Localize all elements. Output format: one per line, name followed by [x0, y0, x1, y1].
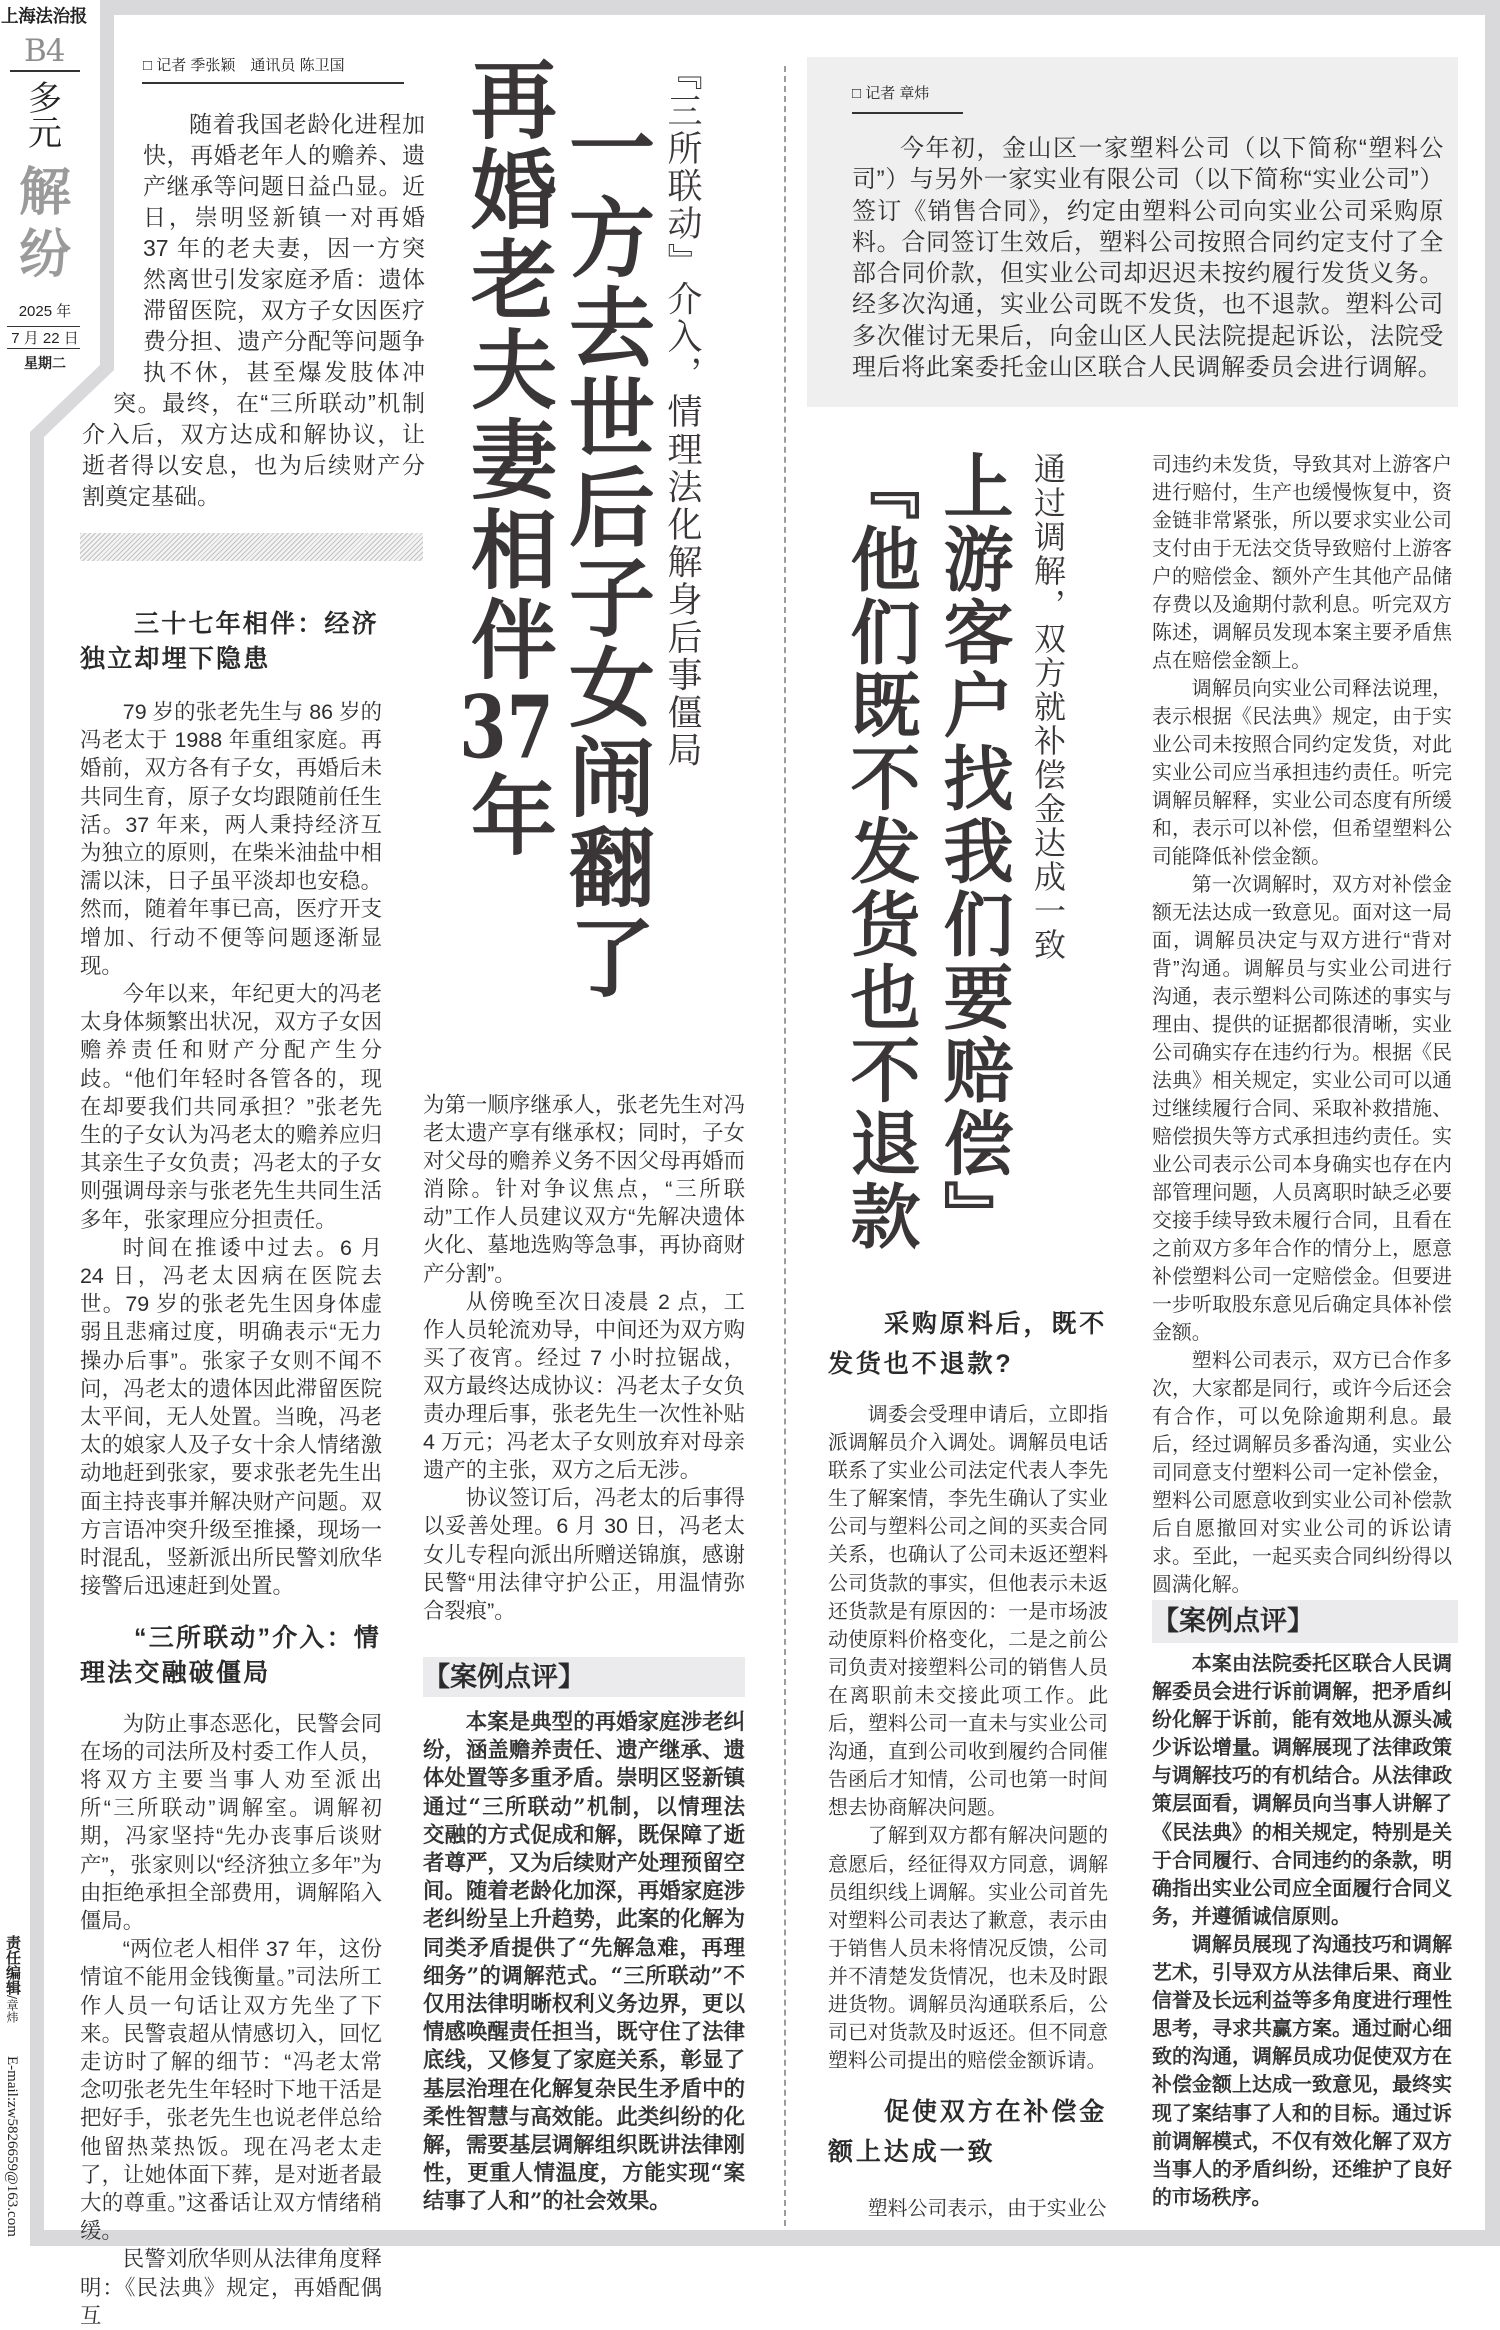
paragraph: 塑料公司表示，双方已合作多次，大家都是同行，或许今后还会有合作，可以免除逾期利息。最后，经过调解员多番沟通，实业公司同意支付塑料公司一定补偿金，塑料公司愿意收到实业公司补偿款后自愿撤回对实业公司的诉讼请求。至此，一起买卖合同纠纷得以圆满化解。	[1152, 1350, 1452, 1596]
paragraph: 调解员向实业公司释法说理，表示根据《民法典》规定，由于实业公司未按照合同约定发货，对此实业公司应当承担违约责任。听完调解员解释，实业公司态度有所缓和，表示可以补偿，但希望塑料公司能降低补偿金额。	[1152, 678, 1452, 868]
section-title-char: 元	[28, 115, 62, 153]
commentary-body	[423, 1709, 745, 2217]
headline-line-1: 『他们既不发货也不退款	[839, 450, 922, 1253]
paragraph: “两位老人相伴 37 年，这份情谊不能用金钱衡量。”司法所工作人员一句话让双方先坐了下来。民警袁超从情感切入，回忆走访时了解的细节：“冯老太常念叨张老先生年轻时下地干活是把好手，张老先生也说老伴总给他留热菜热饭。现在冯老太走了，让她体面下葬，是对逝者最大的尊重。”这番话让双方情绪稍缓。	[80, 1937, 382, 2244]
date-divider	[7, 348, 80, 349]
lead-paragraph-right	[852, 133, 1444, 383]
paragraph: 调委会受理申请后，立即指派调解员介入调处。调解员电话联系了实业公司法定代表人李先生了解案情，李先生确认了实业公司与塑料公司之间的买卖合同关系，也确认了公司未返还塑料公司货款的事实，但他表示未返还货款是有原因的：一是市场波动使原料价格变化，二是之前公司负责对接塑料公司的销售人员在离职前未交接此项工作。此后，塑料公司一直未与实业公司沟通，直到公司收到履约合同催告函后才知情，公司也第一时间想去协商解决问题。	[828, 1404, 1108, 1820]
paragraph: 了解到双方都有解决问题的意愿后，经征得双方同意，调解员组织线上调解。实业公司首先对塑料公司表达了歉意，表示由于销售人员未将情况反馈，公司并不清楚发货情况，也未及时跟进货物。调解员沟通联系后，公司已对货款及时返还。但不同意塑料公司提出的赔偿金额诉请。	[828, 1825, 1108, 2073]
commentary-paragraph: 本案是典型的再婚家庭涉老纠纷，涵盖赡养责任、遗产继承、遗体处置等多重矛盾。崇明区竖新镇通过“三所联动”机制，以情理法交融的方式促成和解，既保障了逝者尊严，又为后续财产处理预留空间。随着老龄化加深，再婚家庭涉老纠纷呈上升趋势，此案的化解为同类矛盾提供了“先解急难，再理细务”的调解范式。“三所联动”不仅用法律明晰权利义务边界，更以情感唤醒责任担当，既守住了法律底线，又修复了家庭关系，彰显了基层治理在化解复杂民生矛盾中的柔性智慧与高效能。此类纠纷的化解，需要基层调解组织既讲法律刚性，更重人情温度，方能实现“案结事了人和”的社会效果。	[423, 1710, 745, 2215]
column-divider-dashed	[784, 66, 786, 2226]
lead-text: 今年初，金山区一家塑料公司（以下简称“塑料公司”）与另外一家实业有限公司（以下简称“实业公司”）签订《销售合同》，约定由塑料公司向实业公司采购原料。合同签订生效后，塑料公司按照合同约定支付了全部合同价款，但实业公司却迟迟未按约履行发货义务。经多次沟通，实业公司既不发货，也不退款。塑料公司多次催讨无果后，向金山区人民法院提起诉讼，法院受理后将此案委托金山区联合人民调解委员会进行调解。	[852, 135, 1444, 382]
section-title-char: 解	[18, 162, 71, 223]
case-commentary-left	[423, 1657, 745, 2217]
masthead-divider	[10, 70, 80, 72]
issue-weekday: 星期二	[24, 355, 66, 371]
headline-line-2: 一方去世后子女闹翻了	[554, 103, 655, 1003]
issue-year: 2025 年	[18, 303, 72, 320]
case-commentary-right	[1152, 1600, 1458, 2211]
paragraph-continued: 为第一顺序继承人，张老先生对冯老太遗产享有继承权；同时，子女对父母的赡养义务不因父母再婚而消除。针对争议焦点，“三所联动”工作人员建议双方“先解决遗体火化、墓地选购等急事，再协商财产分割”。	[423, 1093, 745, 1286]
section-title-duoyuan	[0, 82, 90, 152]
paragraph: 为防止事态恶化，民警会同在场的司法所及村委工作人员，将双方主要当事人劝至派出所“三所联动”调解室。调解初期，冯家坚持“先办丧事后谈财产”，张家则以“经济独立多年”为由拒绝承担全部费用，调解陷入僵局。	[80, 1711, 382, 1933]
byline-left: □ 记者 季张颖 通讯员 陈卫国	[143, 57, 345, 74]
byline-rule	[852, 112, 963, 114]
paragraph: 民警刘欣华则从法律角度释明：《民法典》规定，再婚配偶互	[80, 2247, 382, 2328]
byline-rule	[142, 82, 404, 84]
section-heading: 促使双方在补偿金额上达成一致	[828, 2098, 1108, 2167]
paragraph: 协议签订后，冯老太的后事得以妥善处理。6 月 30 日，冯老太女儿专程向派出所赠送锦旗，感谢民警“用法律守护公正，用温情弥合裂痕”。	[423, 1486, 745, 1623]
headline-line-2: 上游客户找我们要赔偿』	[932, 450, 1015, 1253]
paragraph: 第一次调解时，双方对补偿金额无法达成一致意见。面对这一局面，调解员决定与双方进行“背对背”沟通。调解员与实业公司进行沟通，表示塑料公司陈述的事实与理由、提供的证据都很清晰，实业公司确实存在违约行为。根据《民法典》相关规定，实业公司可以通过继续履行合同、采取补救措施、赔偿损失等方式承担违约责任。实业公司表示公司本身确实也存在内部管理问题，人员离职时缺乏必要交接手续导致未履行合同，且看在之前双方多年合作的情分上，愿意补偿塑料公司一定赔偿金。但要进一步听取股东意见后确定具体补偿金额。	[1152, 874, 1452, 1344]
section-heading: 采购原料后，既不发货也不退款?	[828, 1310, 1108, 1378]
left-article-column-1	[80, 607, 382, 2330]
right-article-column-2	[1152, 451, 1452, 1599]
editor-email: E-mail:zw5826659@163.com	[4, 2056, 20, 2237]
hatched-divider	[80, 533, 423, 561]
paragraph: 塑料公司表示，由于实业公	[867, 2198, 1107, 2221]
commentary-paragraph: 本案由法院委托区联合人民调解委员会进行诉前调解，把矛盾纠纷化解于诉前，能有效地从源头减少诉讼增量。调解展现了法律政策与调解技巧的有机结合。从法律政策层面看，调解员向当事人讲解了《民法典》的相关规定，特别是关于合同履行、合同违约的条款，明确指出实业公司应全面履行合同义务，并遵循诚信原则。	[1152, 1651, 1452, 1928]
paragraph-continued: 司违约未发货，导致其对上游客户进行赔付，生产也缓慢恢复中，资金链非常紧张，所以要求实业公司支付由于无法交货导致赔付上游客户的赔偿金、额外产生其他产品储存费以及逾期付款利息。听完双方陈述，调解员发现本案主要矛盾焦点在赔偿金额上。	[1152, 454, 1452, 672]
date-divider	[7, 326, 80, 327]
paragraph: 今年以来，年纪更大的冯老太身体频繁出状况，双方子女因赡养责任和财产分配产生分歧。“他们年轻时各管各的，现在却要我们共同承担？”张老先生的子女认为冯老太的赡养应归其亲生子女负责；冯老太的子女则强调母亲与张老先生共同生活多年，张家理应分担责任。	[80, 982, 382, 1232]
byline-right: □ 记者 章炜	[852, 85, 930, 102]
wrap-spacer	[82, 109, 143, 388]
paragraph: 79 岁的张老先生与 86 岁的冯老太于 1988 年重组家庭。再婚前，双方各有子女，再婚后未共同生育，原子女均跟随前任生活。37 年来，两人秉持经济互为独立的原则，在柴米油盐中相濡以沫，日子虽平淡却也安稳。然而，随着年事已高，医疗开支增加、行动不便等问题逐渐显现。	[80, 700, 382, 978]
headline-subtitle: 通过调解，双方就补偿金达成一致	[1029, 452, 1067, 962]
page-number: B4	[24, 33, 65, 69]
section-heading: “三所联动”介入：情理法交融破僵局	[80, 1623, 382, 1687]
upright-number: 37	[459, 685, 554, 771]
wrap-spacer	[82, 388, 113, 419]
headline-line-1: 再婚老夫妻相伴37年	[456, 55, 557, 861]
editor-label: 责任编辑	[4, 1935, 21, 1995]
left-article-column-2	[423, 1091, 745, 1625]
paragraph: 从傍晚至次日凌晨 2 点，工作人员轮流劝导，中间还为双方购买了夜宵。经过 7 小时拉锯战，双方最终达成协议：冯老太子女负责办理后事，张老先生一次性补贴 4 万元；冯老太子女则放弃对母亲遗产的主张，双方之后无涉。	[423, 1289, 745, 1483]
commentary-label: 【案例点评】	[1152, 1600, 1458, 1643]
commentary-body	[1152, 1649, 1452, 2211]
lead-text: 随着我国老龄化进程加快，再婚老年人的赡养、遗产继承等问题日益凸显。近日，崇明竖新镇一对再婚 37 年的老夫妻，因一方突然离世引发家庭矛盾：遗体滞留医院，双方子女因医疗费分担、遗产分配等问题争执不休，甚至爆发肢体冲突。最终，在“三所联动”机制介入后，双方达成和解协议，让逝者得以安息，也为后续财产分割奠定基础。	[82, 111, 425, 509]
section-title-char: 多	[28, 80, 62, 118]
editor-credit	[4, 1935, 20, 2023]
commentary-paragraph: 调解员展现了沟通技巧和调解艺术，引导双方从法律后果、商业信誉及长远利益等多角度进行理性思考，寻求共赢方案。通过耐心细致的沟通，调解员成功促使双方在补偿金额上达成一致意见，最终实现了案结事了人和的目标。通过诉前调解模式，不仅有效化解了双方当事人的矛盾纠纷，还维护了良好的市场秩序。	[1152, 1931, 1452, 2209]
editor-name: /章炜	[5, 1995, 19, 2024]
headline-subtitle: 『三所联动』介入，情理法化解身后事僵局	[662, 55, 702, 770]
right-article-column-1	[828, 1304, 1108, 2223]
newspaper-logo: 上海法治报	[1, 7, 87, 27]
paragraph: 时间在推诿中过去。6 月 24 日，冯老太因病在医院去世。79 岁的张老先生因身体虚弱且悲痛过度，明确表示“无力操办后事”。张家子女则不闻不问，冯老太的遗体因此滞留医院太平间，无人处置。当晚，冯老太的娘家人及子女十余人情绪激动地赶到张家，要求张老先生出面主持丧事并解决财产问题。双方言语冲突升级至推搡，现场一时混乱，竖新派出所民警刘欣华接警后迅速赶到处置。	[80, 1235, 382, 1599]
section-title-char: 纷	[18, 224, 71, 285]
commentary-label: 【案例点评】	[423, 1657, 745, 1697]
issue-date: 7 月 22 日	[11, 330, 79, 347]
lead-paragraph-left	[82, 109, 425, 512]
section-heading: 三十七年相伴：经济独立却埋下隐患	[80, 610, 379, 673]
section-title-jiefen	[0, 162, 90, 286]
